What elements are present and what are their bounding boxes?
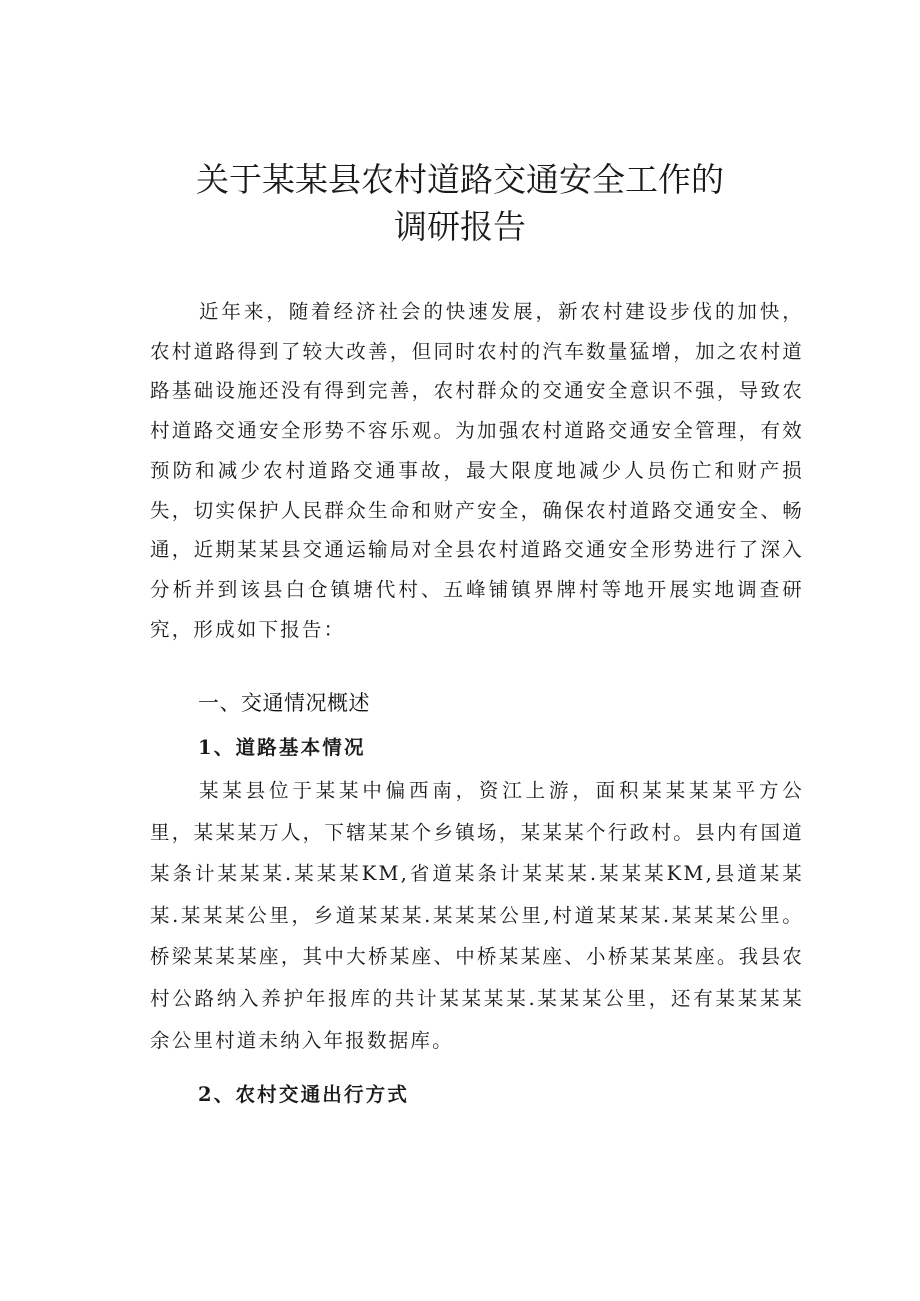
intro-paragraph: 近年来，随着经济社会的快速发展，新农村建设步伐的加快，农村道路得到了较大改善，但同时农村的汽车数量猛增，加之农村道路基础设施还没有得到完善，农村群众的交通安全意识不强，导致农村道路交通安全形势不容乐观。为加强农村道路交通安全管理，有效预防和减少农村道路交通事故，最大限度地减少人员伤亡和财产损失，切实保护人民群众生命和财产安全，确保农村道路交通安全、畅通，近期某某县交通运输局对全县农村道路交通安全形势进行了深入分析并到该县白仓镇塘代村、五峰铺镇界牌村等地开展实地调查研究，形成如下报告：: [150, 300, 804, 641]
road-basics-paragraph: 某某县位于某某中偏西南，资江上游，面积某某某某平方公里，某某某万人，下辖某某个乡镇场，某某某个行政村。县内有国道某条计某某某.某某某KM,省道某条计某某某.某某某KM,县道某某某.某某某公里，乡道某某某.某某某公里,村道某某某.某某某公里。桥梁某某某座，其中大桥某座、中桥某某座、小桥某某某座。我县农村公路纳入养护年报库的共计某某某某.某某某公里，还有某某某某余公里村道未纳入年报数据库。: [150, 779, 804, 1052]
document-title: [0, 156, 920, 250]
title-line-2: 调研报告: [394, 207, 526, 246]
title-line-1: 关于某某县农村道路交通安全工作的: [196, 160, 724, 199]
section-heading-overview: 一、交通情况概述: [198, 691, 370, 715]
subsection-heading-travel-modes: 2、农村交通出行方式: [198, 1083, 410, 1106]
subsection-heading-road-basics: 1、道路基本情况: [198, 736, 366, 759]
